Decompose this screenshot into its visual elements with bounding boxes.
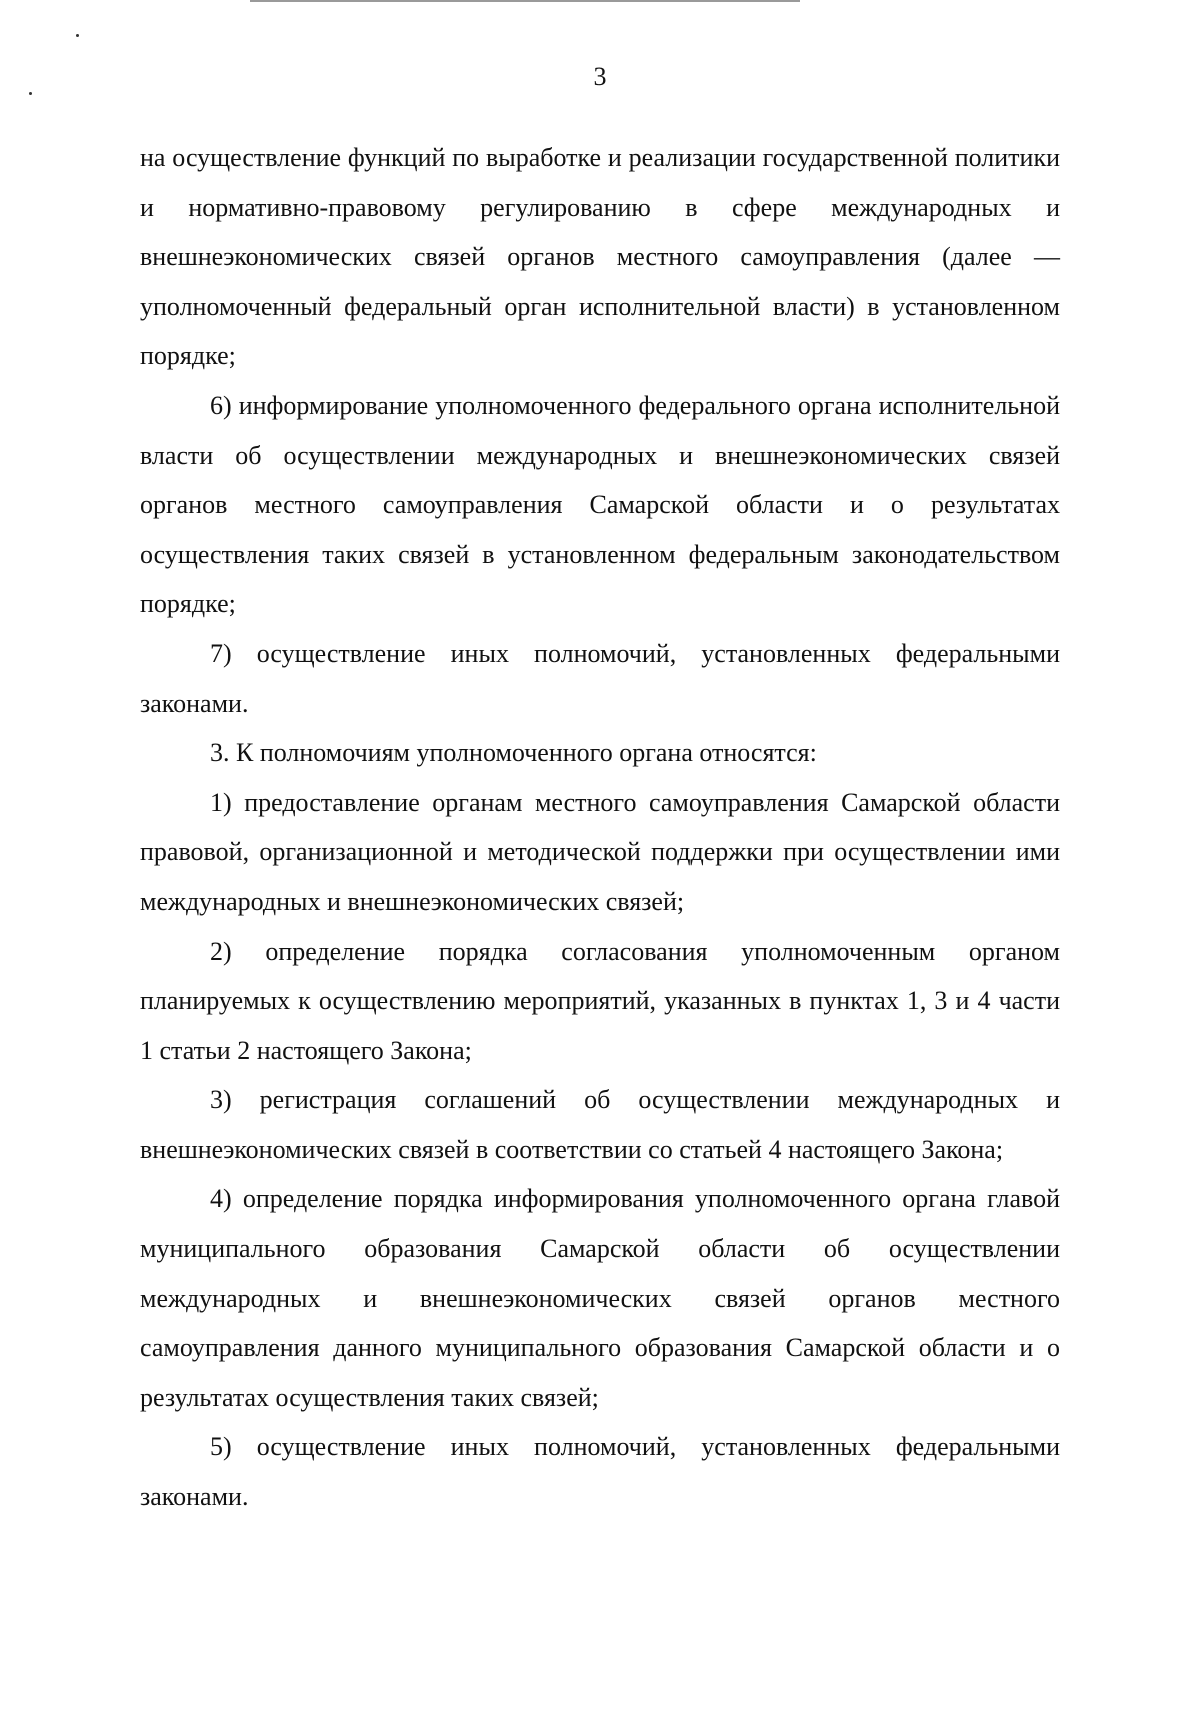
scan-speck (29, 92, 32, 95)
paragraph: 3. К полномочиям уполномоченного органа относятся: (210, 738, 817, 768)
paragraph: на осуществление функций по выработке и реализации государственной политики и нормативно-правовому регулированию в сфере международных и внешнеэкономических связей органов местного самоуправления (далее — уполномоченный федеральный орган исполнительной власти) в установленном порядке; (140, 143, 1060, 371)
document-body (140, 133, 1060, 1522)
paragraph: 6) информирование уполномоченного федерального органа исполнительной власти об осуществлении международных и внешнеэкономических связей органов местного самоуправления Самарской области и о результатах осуществления таких связей в установленном федеральным законодательством порядке; (140, 390, 1060, 619)
paragraph: 7) осуществление иных полномочий, установленных федеральными законами. (140, 638, 1060, 718)
paragraph: 4) определение порядка информирования уполномоченного органа главой муниципального образования Самарской области об осуществлении международных и внешнеэкономических связей органов местного самоуправления данного муниципального образования Самарской области и о результатах осуществления таких связей; (140, 1184, 1060, 1412)
page-number: 3 (593, 62, 607, 91)
paragraph: 5) осуществление иных полномочий, установленных федеральными законами. (140, 1432, 1060, 1512)
paragraph: 3) регистрация соглашений об осуществлении международных и внешнеэкономических связей в соответствии со статьей 4 настоящего Закона; (140, 1085, 1060, 1164)
scan-speck (76, 34, 79, 37)
paragraph: 2) определение порядка согласования уполномоченным органом планируемых к осуществлению мероприятий, указанных в пунктах 1, 3 и 4 части 1 статьи 2 настоящего Закона; (140, 936, 1060, 1065)
scan-edge-line (250, 0, 800, 2)
paragraph: 1) предоставление органам местного самоуправления Самарской области правовой, организационной и методической поддержки при осуществлении ими международных и внешнеэкономических связей; (140, 787, 1060, 916)
